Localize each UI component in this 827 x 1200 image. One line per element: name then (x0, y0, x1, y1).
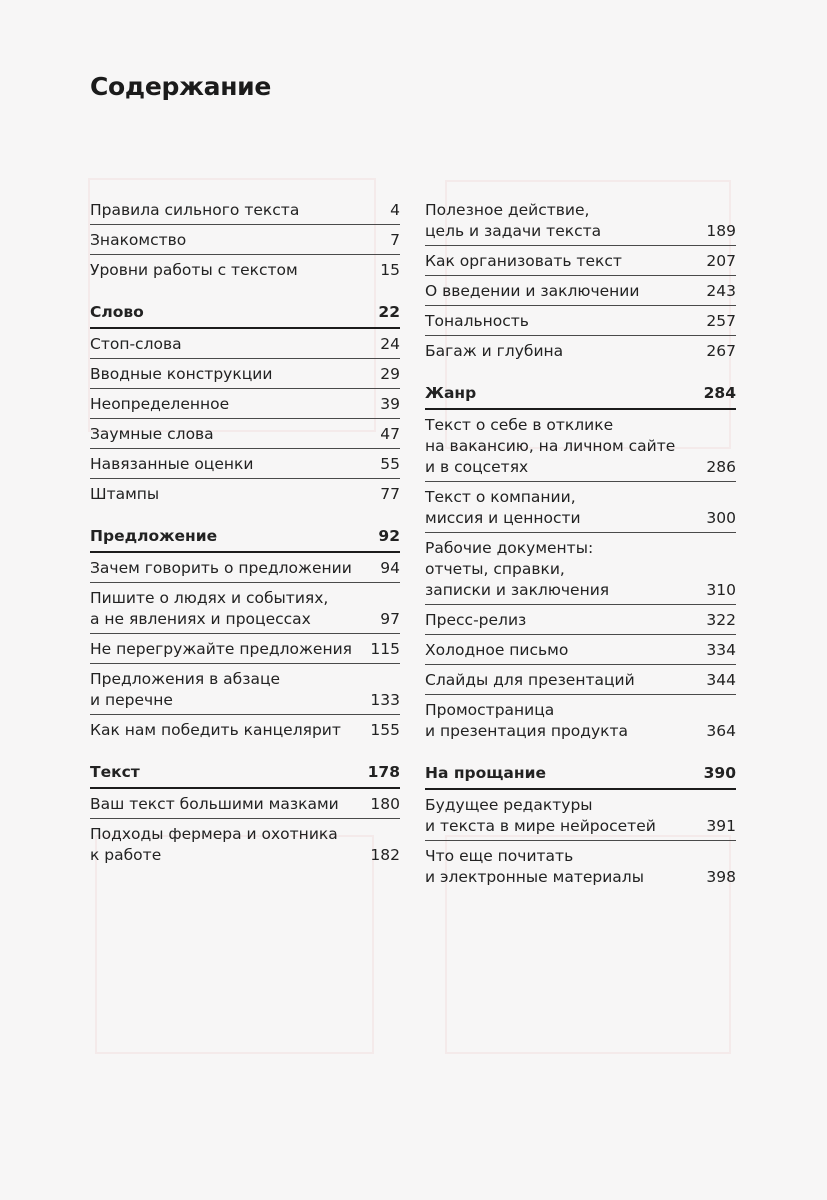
toc-entry-title: Предложение (90, 527, 218, 545)
toc-entry-title: Как нам победить канцелярит (90, 721, 341, 739)
toc-entry (90, 482, 400, 508)
toc-entry (425, 413, 736, 482)
toc-entry-title: Стоп-слова (90, 335, 182, 353)
toc-page-number: 344 (706, 671, 736, 689)
toc-entry (90, 792, 400, 819)
toc-entry-title: Неопределенное (90, 395, 230, 413)
toc-entry (90, 258, 400, 284)
toc-entry (90, 392, 400, 419)
toc-page-number: 310 (706, 581, 736, 599)
toc-page-number: 55 (380, 455, 400, 473)
toc-page-number: 391 (706, 817, 736, 835)
toc-section-heading (425, 761, 736, 790)
toc-entry (90, 198, 400, 225)
toc-entry-title: Рабочие документы: отчеты, справки, записки и заключения (425, 539, 610, 599)
toc-entry (425, 844, 736, 891)
toc-entry (90, 332, 400, 359)
toc-page-number: 322 (706, 611, 736, 629)
toc-entry-title: Подходы фермера и охотника к работе (90, 825, 338, 864)
toc-page-number: 267 (706, 342, 736, 360)
toc-entry (90, 452, 400, 479)
toc-section-heading (425, 381, 736, 410)
toc-entry-title: Заумные слова (90, 425, 214, 443)
toc-page-number: 398 (706, 868, 736, 886)
toc-entry (425, 698, 736, 745)
toc-page-number: 22 (378, 303, 400, 321)
toc-entry (90, 556, 400, 583)
toc-page-number: 4 (390, 201, 400, 219)
toc-entry-title: На прощание (425, 764, 546, 782)
toc-page-number: 390 (703, 764, 736, 782)
toc-entry-title: Штампы (90, 485, 160, 503)
toc-entry-title: Пресс-релиз (425, 611, 527, 629)
toc-page-number: 7 (390, 231, 400, 249)
toc-entry (425, 198, 736, 246)
toc-entry-title: Как организовать текст (425, 252, 622, 270)
toc-entry-title: Что еще почитать и электронные материалы (425, 847, 644, 886)
toc-entry-title: Знакомство (90, 231, 187, 249)
toc-entry-title: Холодное письмо (425, 641, 569, 659)
toc-page-number: 92 (378, 527, 400, 545)
toc-entry (425, 309, 736, 336)
page-title: Содержание (90, 72, 272, 101)
toc-entry-title: Уровни работы с текстом (90, 261, 298, 279)
toc-page-number: 115 (370, 640, 400, 658)
toc-page-number: 180 (370, 795, 400, 813)
toc-entry (425, 339, 736, 365)
toc-entry (425, 638, 736, 665)
toc-entry-title: Ваш текст большими мазками (90, 795, 339, 813)
toc-entry (425, 536, 736, 605)
toc-entry-title: Зачем говорить о предложении (90, 559, 352, 577)
toc-entry (90, 637, 400, 664)
toc-page-number: 178 (367, 763, 400, 781)
toc-page-number: 207 (706, 252, 736, 270)
toc-page-number: 97 (380, 610, 400, 628)
toc-entry (425, 249, 736, 276)
toc-entry-title: Навязанные оценки (90, 455, 254, 473)
toc-page-number: 133 (370, 691, 400, 709)
toc-page-number: 155 (370, 721, 400, 739)
toc-entry-title: Багаж и глубина (425, 342, 564, 360)
toc-entry-title: Предложения в абзаце и перечне (90, 670, 281, 709)
toc-section-heading (90, 760, 400, 789)
toc-page-number: 15 (380, 261, 400, 279)
toc-page-number: 94 (380, 559, 400, 577)
toc-page-number: 364 (706, 722, 736, 740)
toc-page-number: 39 (380, 395, 400, 413)
toc-entry (90, 667, 400, 715)
toc-entry (90, 422, 400, 449)
toc-entry (90, 586, 400, 634)
toc-entry-title: О введении и заключении (425, 282, 640, 300)
toc-entry-title: Слово (90, 303, 144, 321)
toc-entry (425, 793, 736, 841)
toc-entry (425, 279, 736, 306)
toc-entry (90, 228, 400, 255)
toc-entry (425, 485, 736, 533)
toc-entry-title: Жанр (425, 384, 477, 402)
toc-page-number: 182 (370, 846, 400, 864)
toc-page-number: 24 (380, 335, 400, 353)
toc-entry-title: Не перегружайте предложения (90, 640, 352, 658)
toc-entry-title: Будущее редактуры и текста в мире нейросетей (425, 796, 656, 835)
toc-entry-title: Полезное действие, цель и задачи текста (425, 201, 602, 240)
toc-page-number: 300 (706, 509, 736, 527)
toc-entry-title: Пишите о людях и событиях, а не явлениях и процессах (90, 589, 329, 628)
toc-entry-title: Слайды для презентаций (425, 671, 635, 689)
toc-page-number: 286 (706, 458, 736, 476)
toc-page-number: 284 (703, 384, 736, 402)
toc-section-heading (90, 300, 400, 329)
toc-page-number: 334 (706, 641, 736, 659)
toc-entry-title: Текст о компании, миссия и ценности (425, 488, 581, 527)
toc-page-number: 77 (380, 485, 400, 503)
toc-page-number: 47 (380, 425, 400, 443)
toc-right-column (425, 198, 736, 894)
toc-entry-title: Вводные конструкции (90, 365, 273, 383)
toc-entry-title: Тональность (425, 312, 529, 330)
toc-page-number: 257 (706, 312, 736, 330)
toc-entry-title: Правила сильного текста (90, 201, 300, 219)
toc-entry (90, 362, 400, 389)
toc-section-heading (90, 524, 400, 553)
toc-page-number: 243 (706, 282, 736, 300)
toc-page-number: 189 (706, 222, 736, 240)
toc-page-number: 29 (380, 365, 400, 383)
toc-entry-title: Промостраница и презентация продукта (425, 701, 629, 740)
toc-entry (425, 608, 736, 635)
toc-entry-title: Текст о себе в отклике на вакансию, на личном сайте и в соцсетях (425, 416, 676, 476)
toc-entry (425, 668, 736, 695)
toc-entry (90, 718, 400, 744)
toc-left-column (90, 198, 400, 872)
toc-entry-title: Текст (90, 763, 140, 781)
toc-entry (90, 822, 400, 869)
